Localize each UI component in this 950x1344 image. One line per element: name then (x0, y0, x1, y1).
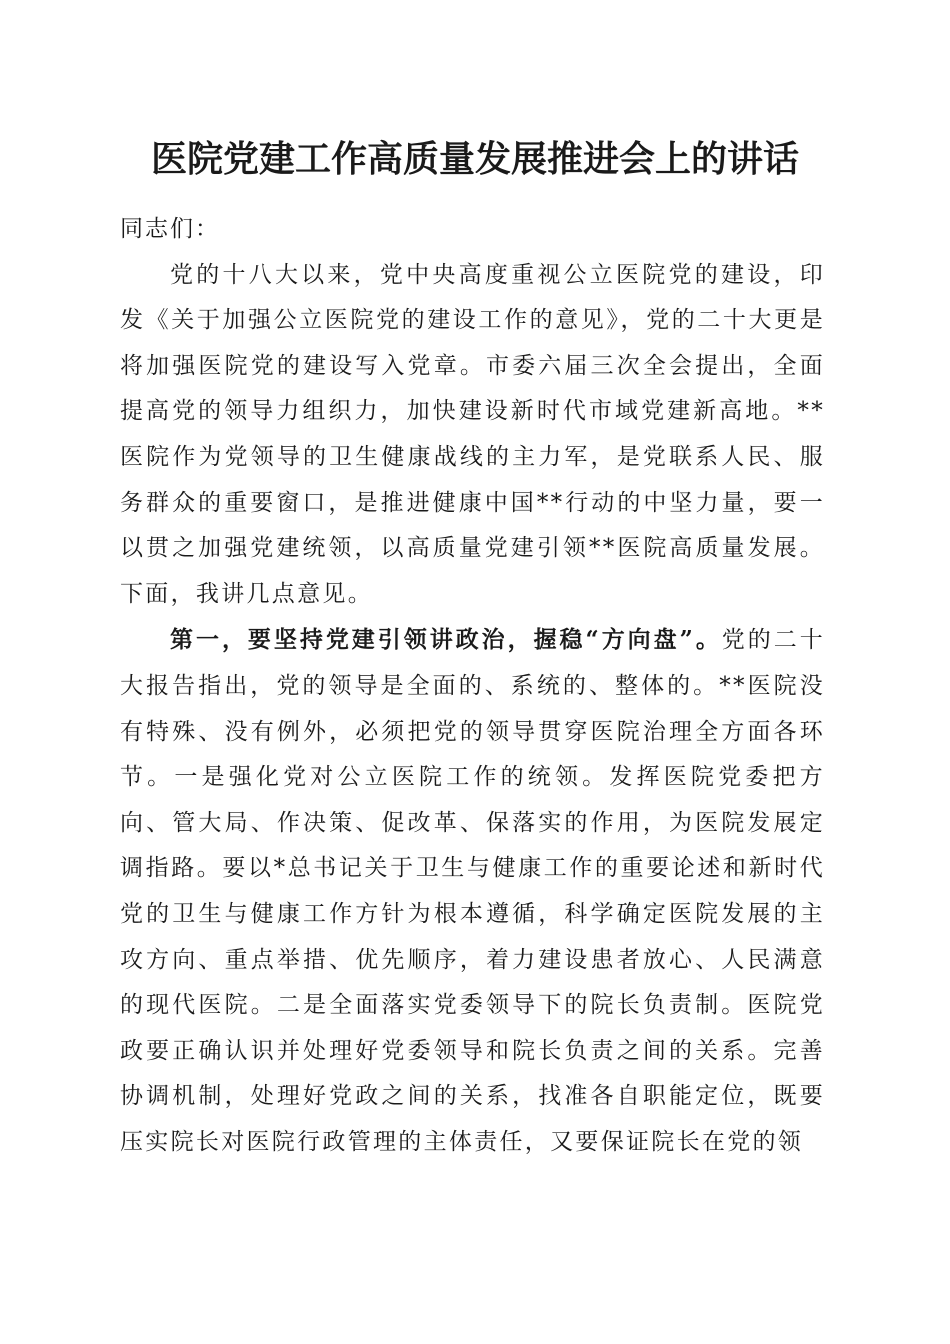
paragraph-intro (120, 253, 825, 618)
paragraph-first-point-text: 党的二十大报告指出，党的领导是全面的、系统的、整体的。**医院没有特殊、没有例外，必须把党的领导贯穿医院治理全方面各环节。一是强化党对公立医院工作的统领。发挥医院党委把方向、管大局、作决策、促改革、保落实的作用，为医院发展定调指路。要以*总书记关于卫生与健康工作的重要论述和新时代党的卫生与健康工作方针为根本遵循，科学确定医院发展的主攻方向、重点举措、优先顺序，着力建设患者放心、人民满意的现代医院。二是全面落实党委领导下的院长负责制。医院党政要正确认识并处理好党委领导和院长负责之间的关系。完善协调机制，处理好党政之间的关系，找准各自职能定位，既要压实院长对医院行政管理的主体责任，又要保证院长在党的领 (120, 627, 826, 1155)
paragraph-first-point-lead: 第一，要坚持党建引领讲政治，握稳“方向盘”。 (170, 626, 722, 654)
salutation: 同志们： (120, 216, 220, 242)
document-body (120, 207, 825, 1165)
paragraph-intro-text: 党的十八大以来，党中央高度重视公立医院党的建设，印发《关于加强公立医院党的建设工作的意见》，党的二十大更是将加强医院党的建设写入党章。市委六届三次全会提出，全面提高党的领导力组织力，加快建设新时代市域党建新高地。**医院作为党领导的卫生健康战线的主力军，是党联系人民、服务群众的重要窗口，是推进健康中国**行动的中坚力量，要一以贯之加强党建统领，以高质量党建引领**医院高质量发展。下面，我讲几点意见。 (120, 261, 825, 607)
document-title: 医院党建工作高质量发展推进会上的讲话 (150, 138, 799, 180)
paragraph-first-point (120, 617, 825, 1165)
